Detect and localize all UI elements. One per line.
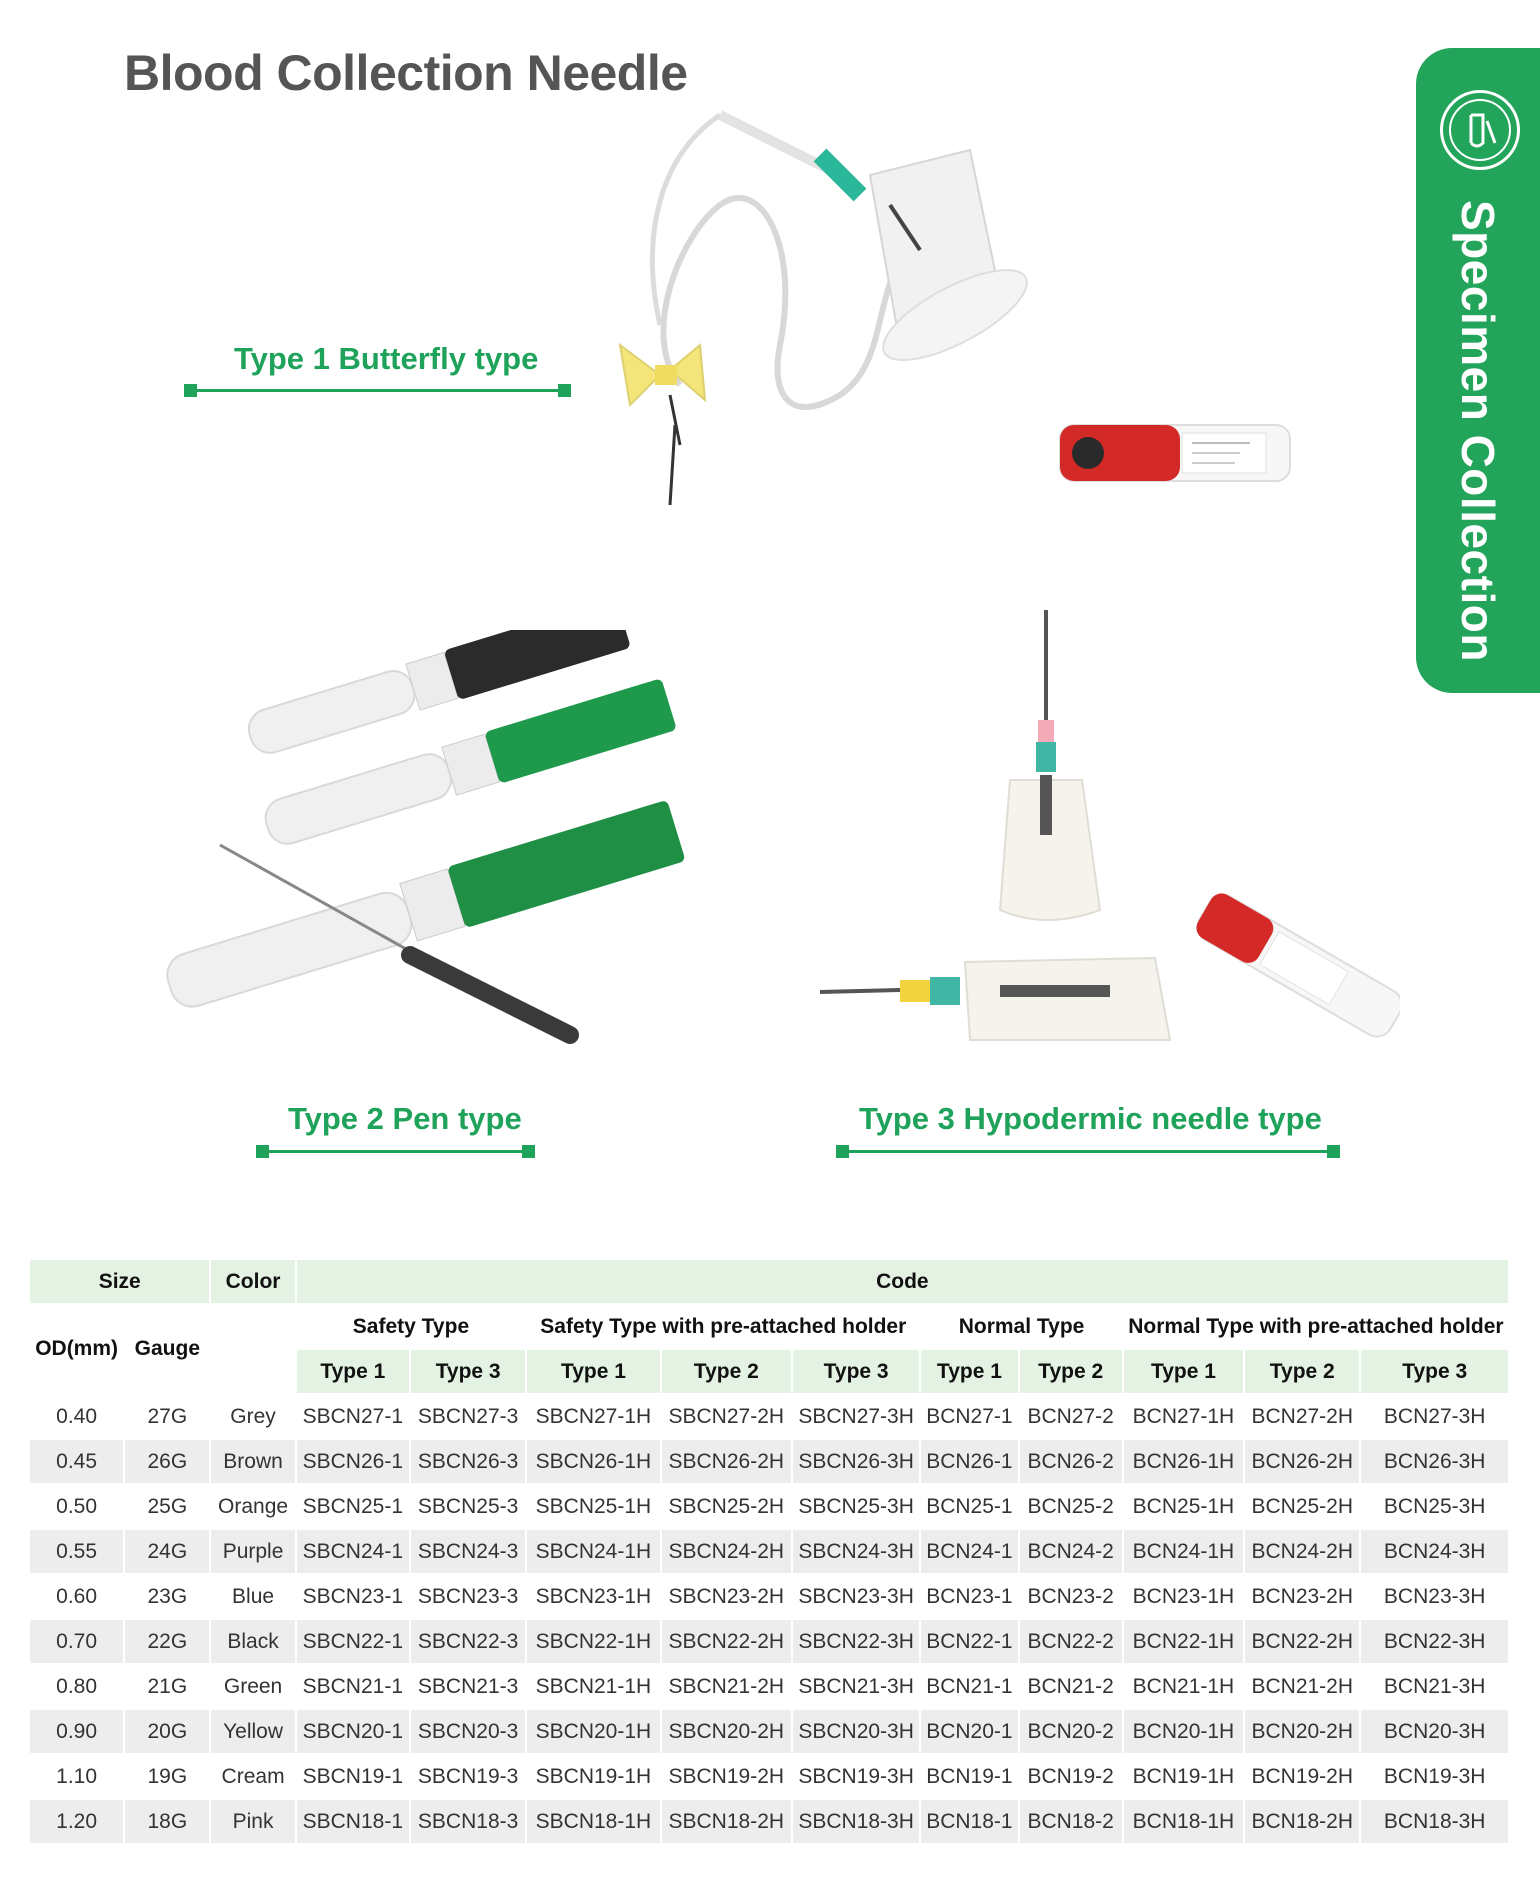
table-cell: Blue (232, 1584, 275, 1608)
table-cell: SBCN21-1 (302, 1674, 404, 1698)
table-cell: BCN21-1 (926, 1674, 1013, 1698)
table-cell: SBCN23-3H (798, 1584, 914, 1608)
table-row (30, 1485, 1508, 1528)
table-cell: 21G (147, 1674, 188, 1698)
table-cell: SBCN26-3H (793, 1440, 919, 1483)
header-subtype: Type 3 (1361, 1350, 1508, 1393)
table-cell: 23G (147, 1584, 188, 1608)
table-cell: SBCN20-3 (411, 1710, 525, 1753)
header-subtype: Type 2 (1245, 1350, 1359, 1393)
table-cell: SBCN18-2H (662, 1800, 791, 1843)
table-cell: 0.90 (30, 1710, 123, 1753)
table-cell: BCN23-1H (1132, 1584, 1235, 1608)
type1-underline (186, 389, 569, 392)
table-cell: SBCN18-1 (297, 1800, 409, 1843)
table-row (30, 1800, 1508, 1843)
side-tab (1416, 48, 1540, 693)
header-subtype: Type 2 (1020, 1350, 1122, 1393)
table-cell: BCN26-1H (1124, 1440, 1243, 1483)
table-cell: BCN21-2H (1251, 1674, 1354, 1698)
table-cell: SBCN22-1 (297, 1620, 409, 1663)
table-cell: SBCN22-2H (662, 1620, 791, 1663)
table-cell: Pink (211, 1800, 294, 1843)
table-cell: BCN18-1H (1124, 1800, 1243, 1843)
header-group: Safety Type (352, 1314, 470, 1338)
table-cell: SBCN18-1H (527, 1800, 659, 1843)
table-cell: 0.70 (30, 1620, 123, 1663)
type2-underline (258, 1150, 533, 1153)
table-cell: Purple (211, 1530, 294, 1573)
table-row (30, 1575, 1508, 1618)
table-cell: SBCN24-2H (662, 1530, 791, 1573)
table-cell: BCN19-2 (1027, 1764, 1114, 1788)
table-cell: 0.60 (56, 1584, 98, 1608)
table-cell: BCN22-1 (921, 1620, 1017, 1663)
table-cell: BCN20-2 (1020, 1710, 1122, 1753)
table-row (30, 1395, 1508, 1438)
table-cell: BCN20-3H (1361, 1710, 1508, 1753)
table-cell: SBCN19-1 (302, 1764, 404, 1788)
table-cell: BCN26-2 (1020, 1440, 1122, 1483)
table-cell: SBCN23-3 (417, 1584, 519, 1608)
table-cell: SBCN23-1 (302, 1584, 404, 1608)
header-subtype: Type 2 (662, 1350, 791, 1393)
table-cell: SBCN21-2H (668, 1674, 785, 1698)
header-subtype: Type 3 (793, 1350, 919, 1393)
table-cell: Brown (211, 1440, 294, 1483)
table-cell: SBCN27-1H (535, 1404, 652, 1428)
table-cell: 1.10 (56, 1764, 98, 1788)
table-cell: BCN18-2 (1020, 1800, 1122, 1843)
table-cell: BCN24-1 (921, 1530, 1017, 1573)
table-cell: BCN21-3H (1383, 1674, 1486, 1698)
table-cell: BCN20-2H (1245, 1710, 1359, 1753)
header-color-blank (211, 1305, 294, 1393)
table-cell: BCN19-3H (1383, 1764, 1486, 1788)
header-code: Code (297, 1260, 1508, 1303)
table-cell: BCN22-3H (1361, 1620, 1508, 1663)
table-cell: SBCN25-3H (798, 1494, 914, 1518)
table-cell: 25G (147, 1494, 188, 1518)
table-cell: 24G (125, 1530, 209, 1573)
table-cell: SBCN27-3H (798, 1404, 914, 1428)
table-row (30, 1665, 1508, 1708)
table-cell: 22G (125, 1620, 209, 1663)
type1-label: Type 1 Butterfly type (234, 341, 539, 376)
table-cell: BCN25-1H (1132, 1494, 1235, 1518)
table-cell: SBCN19-2H (668, 1764, 785, 1788)
table-cell: 0.50 (56, 1494, 98, 1518)
header-od: OD(mm) (35, 1337, 119, 1360)
table-cell: Yellow (211, 1710, 294, 1753)
table-cell: SBCN24-3 (411, 1530, 525, 1573)
specimen-tube-icon (1440, 90, 1520, 170)
table-cell: SBCN27-2H (668, 1404, 785, 1428)
table-cell: SBCN18-3 (411, 1800, 525, 1843)
table-cell: SBCN21-3H (798, 1674, 914, 1698)
header-gauge: Gauge (134, 1337, 201, 1360)
header-subtype: Type 1 (1124, 1350, 1243, 1393)
table-cell: SBCN20-1 (297, 1710, 409, 1753)
header-size: Size (30, 1260, 209, 1303)
header-subtype: Type 1 (921, 1350, 1017, 1393)
table-cell: SBCN25-1H (535, 1494, 652, 1518)
table-cell: SBCN19-3H (798, 1764, 914, 1788)
type3-label: Type 3 Hypodermic needle type (859, 1101, 1322, 1136)
table-cell: Green (223, 1674, 283, 1698)
table-cell: BCN22-2H (1245, 1620, 1359, 1663)
table-cell: 27G (147, 1404, 188, 1428)
table-cell: SBCN27-3 (417, 1404, 519, 1428)
header-color: Color (211, 1260, 294, 1303)
table-cell: SBCN21-1H (535, 1674, 652, 1698)
table-cell: BCN22-1H (1124, 1620, 1243, 1663)
table-cell: SBCN26-2H (662, 1440, 791, 1483)
table-cell: BCN27-2 (1027, 1404, 1114, 1428)
table-cell: Orange (218, 1494, 289, 1518)
table-cell: SBCN22-3H (793, 1620, 919, 1663)
table-cell: 0.55 (30, 1530, 123, 1573)
table-cell: BCN25-3H (1383, 1494, 1486, 1518)
page-title: Blood Collection Needle (124, 45, 688, 101)
table-cell: 0.40 (56, 1404, 98, 1428)
table-cell: SBCN26-1 (297, 1440, 409, 1483)
table-cell: SBCN26-1H (527, 1440, 659, 1483)
table-cell: SBCN20-3H (793, 1710, 919, 1753)
table-cell: BCN21-2 (1027, 1674, 1114, 1698)
table-cell: BCN19-2H (1251, 1764, 1354, 1788)
table-cell: BCN21-1H (1132, 1674, 1235, 1698)
table-cell: BCN24-2H (1245, 1530, 1359, 1573)
table-cell: BCN23-2 (1027, 1584, 1114, 1608)
table-cell: BCN19-1 (926, 1764, 1013, 1788)
butterfly-needle-illustration (600, 95, 1400, 515)
table-cell: SBCN26-3 (411, 1440, 525, 1483)
table-cell: SBCN22-1H (527, 1620, 659, 1663)
table-cell: BCN24-2 (1020, 1530, 1122, 1573)
table-cell: 1.20 (30, 1800, 123, 1843)
table-cell: BCN26-1 (921, 1440, 1017, 1483)
table-cell: BCN23-3H (1383, 1584, 1486, 1608)
table-cell: 0.80 (56, 1674, 98, 1698)
table-cell: BCN24-3H (1361, 1530, 1508, 1573)
table-cell: SBCN27-1 (302, 1404, 404, 1428)
table-cell: BCN27-1 (926, 1404, 1013, 1428)
header-subtype: Type 1 (297, 1350, 409, 1393)
table-cell: SBCN24-1 (297, 1530, 409, 1573)
table-cell: BCN18-1 (921, 1800, 1017, 1843)
header-subtype: Type 1 (527, 1350, 659, 1393)
spec-table (28, 1258, 1510, 1845)
table-cell: BCN25-1 (926, 1494, 1013, 1518)
table-cell: BCN19-1H (1132, 1764, 1235, 1788)
table-row (30, 1530, 1508, 1573)
pen-needle-illustration (110, 630, 710, 1050)
table-cell: SBCN24-3H (793, 1530, 919, 1573)
table-cell: SBCN20-2H (662, 1710, 791, 1753)
table-cell: SBCN23-2H (668, 1584, 785, 1608)
header-group: Normal Type (958, 1314, 1085, 1338)
table-cell: BCN26-2H (1245, 1440, 1359, 1483)
table-cell: BCN18-3H (1361, 1800, 1508, 1843)
header-group: Normal Type with pre-attached holder (1128, 1314, 1504, 1338)
table-cell: BCN23-1 (926, 1584, 1013, 1608)
table-cell: 26G (125, 1440, 209, 1483)
table-cell: SBCN25-1 (302, 1494, 404, 1518)
table-cell: BCN26-3H (1361, 1440, 1508, 1483)
table-cell: BCN25-2 (1027, 1494, 1114, 1518)
table-cell: 0.45 (30, 1440, 123, 1483)
table-cell: BCN20-1 (921, 1710, 1017, 1753)
type3-underline (838, 1150, 1338, 1153)
table-row (30, 1440, 1508, 1483)
table-cell: Black (211, 1620, 294, 1663)
table-cell: BCN25-2H (1251, 1494, 1354, 1518)
table-cell: SBCN21-3 (417, 1674, 519, 1698)
table-cell: SBCN20-1H (527, 1710, 659, 1753)
table-cell: SBCN24-1H (527, 1530, 659, 1573)
table-row (30, 1755, 1508, 1798)
table-cell: SBCN19-1H (535, 1764, 652, 1788)
header-group: Safety Type with pre-attached holder (540, 1314, 907, 1338)
table-cell: SBCN18-3H (793, 1800, 919, 1843)
table-cell: SBCN23-1H (535, 1584, 652, 1608)
side-tab-label: Specimen Collection (1452, 200, 1504, 662)
table-cell: BCN20-1H (1124, 1710, 1243, 1753)
header-subtype: Type 3 (411, 1350, 525, 1393)
table-cell: SBCN19-3 (417, 1764, 519, 1788)
table-cell: SBCN25-3 (417, 1494, 519, 1518)
table-cell: Cream (221, 1764, 285, 1788)
table-row (30, 1710, 1508, 1753)
table-cell: 19G (147, 1764, 188, 1788)
table-cell: BCN24-1H (1124, 1530, 1243, 1573)
table-cell: 20G (125, 1710, 209, 1753)
table-cell: BCN27-2H (1251, 1404, 1354, 1428)
hypodermic-needle-illustration (800, 600, 1400, 1060)
table-row (30, 1620, 1508, 1663)
table-cell: Grey (230, 1404, 276, 1428)
table-cell: BCN18-2H (1245, 1800, 1359, 1843)
table-cell: BCN27-1H (1132, 1404, 1235, 1428)
type2-label: Type 2 Pen type (288, 1101, 522, 1136)
table-cell: 18G (125, 1800, 209, 1843)
table-cell: SBCN22-3 (411, 1620, 525, 1663)
table-cell: BCN23-2H (1251, 1584, 1354, 1608)
table-cell: BCN27-3H (1383, 1404, 1486, 1428)
table-cell: SBCN25-2H (668, 1494, 785, 1518)
table-cell: BCN22-2 (1020, 1620, 1122, 1663)
